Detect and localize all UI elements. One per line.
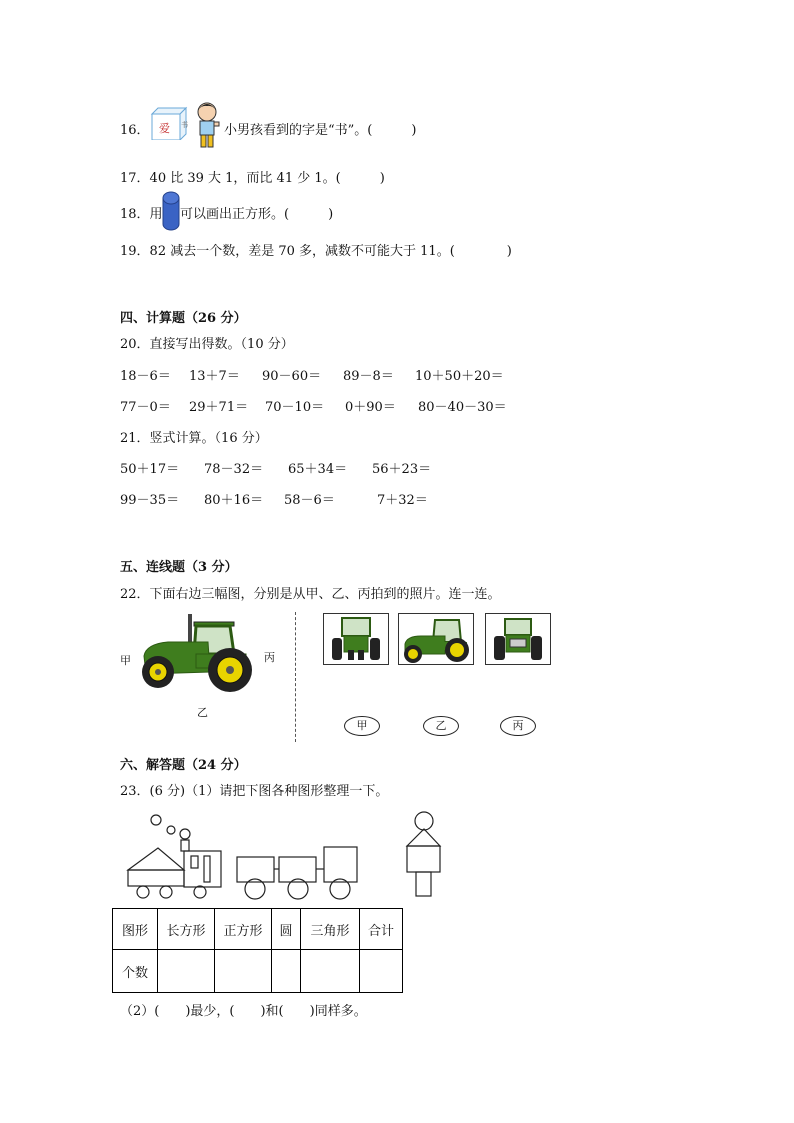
- table-header-cell: 合计: [360, 909, 403, 950]
- table-row-label: 个数: [113, 950, 158, 993]
- section-5-title: 五、连线题（3 分）: [120, 560, 238, 575]
- answer-cell[interactable]: [215, 950, 272, 993]
- table-header-cell: 长方形: [158, 909, 215, 950]
- calc-item: 70－10＝: [265, 400, 325, 415]
- shape-count-table: [112, 908, 403, 993]
- calc-item: 89－8＝: [343, 369, 394, 384]
- calc-item: 65＋34＝: [288, 462, 348, 477]
- table-row: [113, 950, 403, 993]
- answer-cell[interactable]: [272, 950, 301, 993]
- section-4-title: 四、计算题（26 分）: [120, 311, 247, 326]
- answer-cell[interactable]: [360, 950, 403, 993]
- option-bing[interactable]: 丙: [500, 716, 536, 736]
- q17-text: 17．40 比 39 大 1，而比 41 少 1。( ): [120, 171, 385, 186]
- view-label-jia: 甲: [120, 654, 131, 667]
- calc-item: 56＋23＝: [372, 462, 432, 477]
- calc-item: 10＋50＋20＝: [415, 369, 504, 384]
- calc-item: 80＋16＝: [204, 493, 264, 508]
- answer-cell[interactable]: [158, 950, 215, 993]
- calc-item: 99－35＝: [120, 493, 180, 508]
- cube-front-char: 爱: [159, 122, 170, 135]
- answer-cell[interactable]: [301, 950, 360, 993]
- table-header-row: [113, 909, 403, 950]
- calc-item: 18－6＝: [120, 369, 171, 384]
- table-header-cell: 圆: [272, 909, 301, 950]
- calc-item: 7＋32＝: [377, 493, 428, 508]
- photo-front-view: [323, 613, 389, 665]
- calc-item: 13＋7＝: [189, 369, 240, 384]
- option-yi[interactable]: 乙: [423, 716, 459, 736]
- q19-text: 19．82 减去一个数，差是 70 多，减数不可能大于 11。( ): [120, 244, 512, 259]
- tractor-side-image: [138, 612, 256, 694]
- boy-icon: [192, 100, 222, 152]
- calc-item: 90－60＝: [262, 369, 322, 384]
- q16-text: 小男孩看到的字是“书”。( ): [224, 123, 417, 138]
- q21-title: 21．竖式计算。（16 分）: [120, 431, 268, 446]
- table-header-cell: 图形: [113, 909, 158, 950]
- letter-cube-image: [148, 104, 190, 140]
- q20-title: 20．直接写出得数。（10 分）: [120, 337, 294, 352]
- view-label-bing: 丙: [264, 651, 275, 664]
- option-jia[interactable]: 甲: [344, 716, 380, 736]
- calc-item: 80－40－30＝: [418, 400, 507, 415]
- cube-side-char: 书: [181, 121, 188, 129]
- table-header-cell: 三角形: [301, 909, 360, 950]
- section-6-title: 六、解答题（24 分）: [120, 758, 247, 773]
- calc-item: 50＋17＝: [120, 462, 180, 477]
- q23-title: 23．(6 分)（1）请把下图各种图形整理一下。: [120, 784, 389, 799]
- q22-title: 22．下面右边三幅图，分别是从甲、乙、丙拍到的照片。连一连。: [120, 587, 501, 602]
- calc-item: 29＋71＝: [189, 400, 249, 415]
- q18-suffix: 可以画出正方形。( ): [180, 207, 334, 222]
- photo-back-view: [485, 613, 551, 665]
- photo-side-view: [398, 613, 474, 665]
- table-header-cell: 正方形: [215, 909, 272, 950]
- view-label-yi: 乙: [197, 706, 208, 719]
- q16-number: 16．: [120, 123, 150, 138]
- shapes-figure: [120, 810, 450, 902]
- calc-item: 0＋90＝: [345, 400, 396, 415]
- calc-item: 78－32＝: [204, 462, 264, 477]
- cylinder-icon: [161, 190, 181, 232]
- q23-part2: （2）( )最少，( )和( )同样多。: [120, 1004, 367, 1019]
- divider-dashed: [295, 612, 296, 742]
- calc-item: 77－0＝: [120, 400, 171, 415]
- q18-prefix: 18．用: [120, 207, 163, 222]
- calc-item: 58－6＝: [284, 493, 335, 508]
